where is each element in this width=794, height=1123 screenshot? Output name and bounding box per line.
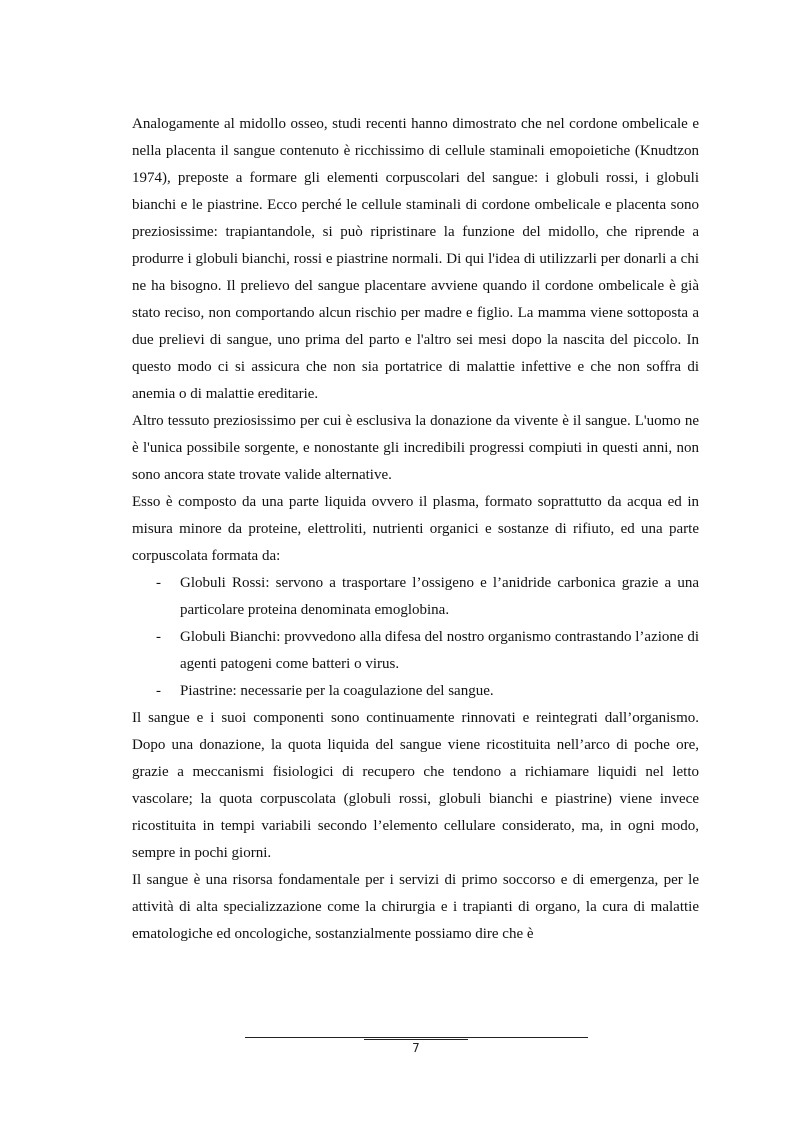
list-item-white-cells	[132, 624, 699, 678]
paragraph-cord-blood: Analogamente al midollo osseo, studi recenti hanno dimostrato che nel cordone ombelicale e nella placenta il sangue contenuto è ricchissimo di cellule staminali emopoietiche (Knudtzon 1974), preposte a formare gli elementi corpuscolari del sangue: i globuli rossi, i globuli bianchi e le piastrine. Ecco perché le cellule staminali di cordone ombelicale e placenta sono preziosissime: trapiantandole, si può ripristinare la funzione del midollo, che riprende a produrre i globuli bianchi, rossi e piastrine normali. Di qui l'idea di utilizzarli per donarli a chi ne ha bisogno. Il prelievo del sangue placentare avviene quando il cordone ombelicale è già stato reciso, non comportando alcun rischio per madre e figlio. La mamma viene sottoposta a due prelievi di sangue, uno prima del parto e l'altro sei mesi dopo la nascita del piccolo. In questo modo ci si assicura che non sia portatrice di malattie infettive e che non soffra di anemia o di malattie ereditarie.	[132, 116, 699, 402]
paragraph-blood-composition: Esso è composto da una parte liquida ovvero il plasma, formato soprattutto da acqua ed in misura minore da proteine, elettroliti, nutrienti organici e sostanze di rifiuto, ed una parte corpuscolata formata da:	[132, 494, 699, 564]
page-number: 7	[412, 1041, 420, 1055]
list-item-text: Globuli Rossi: servono a trasportare l’ossigeno e l’anidride carbonica grazie a una particolare proteina denominata emoglobina.	[180, 575, 699, 618]
footer-rule	[245, 1037, 588, 1038]
blood-components-list	[132, 570, 699, 705]
paragraph-resource: Il sangue è una risorsa fondamentale per i servizi di primo soccorso e di emergenza, per le attività di alta specializzazione come la chirurgia e i trapianti di organo, la cura di malattie ematologiche ed oncologiche, sostanzialmente possiamo dire che è	[132, 872, 699, 942]
page-body	[132, 111, 699, 948]
bullet-dash: -	[156, 683, 161, 699]
paragraph-blood-tissue: Altro tessuto preziosissimo per cui è esclusiva la donazione da vivente è il sangue. L'uomo ne è l'unica possibile sorgente, e nonostante gli incredibili progressi compiuti in questi anni, non sono ancora state trovate valide alternative.	[132, 413, 699, 483]
bullet-dash: -	[156, 629, 161, 645]
list-item-text: Globuli Bianchi: provvedono alla difesa del nostro organismo contrastando l’azione di agenti patogeni come batteri o virus.	[180, 629, 699, 672]
list-item-platelets	[132, 678, 699, 705]
list-item-text: Piastrine: necessarie per la coagulazione del sangue.	[180, 683, 494, 699]
list-item-red-cells	[132, 570, 699, 624]
paragraph-renewal: Il sangue e i suoi componenti sono continuamente rinnovati e reintegrati dall’organismo. Dopo una donazione, la quota liquida del sangue viene ricostituita nell’arco di poche ore, grazie a meccanismi fisiologici di recupero che tendono a richiamare liquidi nel letto vascolare; la quota corpuscolata (globuli rossi, globuli bianchi e piastrine) viene invece ricostituita in tempi variabili secondo l’elemento cellulare considerato, ma, in ogni modo, sempre in pochi giorni.	[132, 710, 699, 861]
bullet-dash: -	[156, 575, 161, 591]
